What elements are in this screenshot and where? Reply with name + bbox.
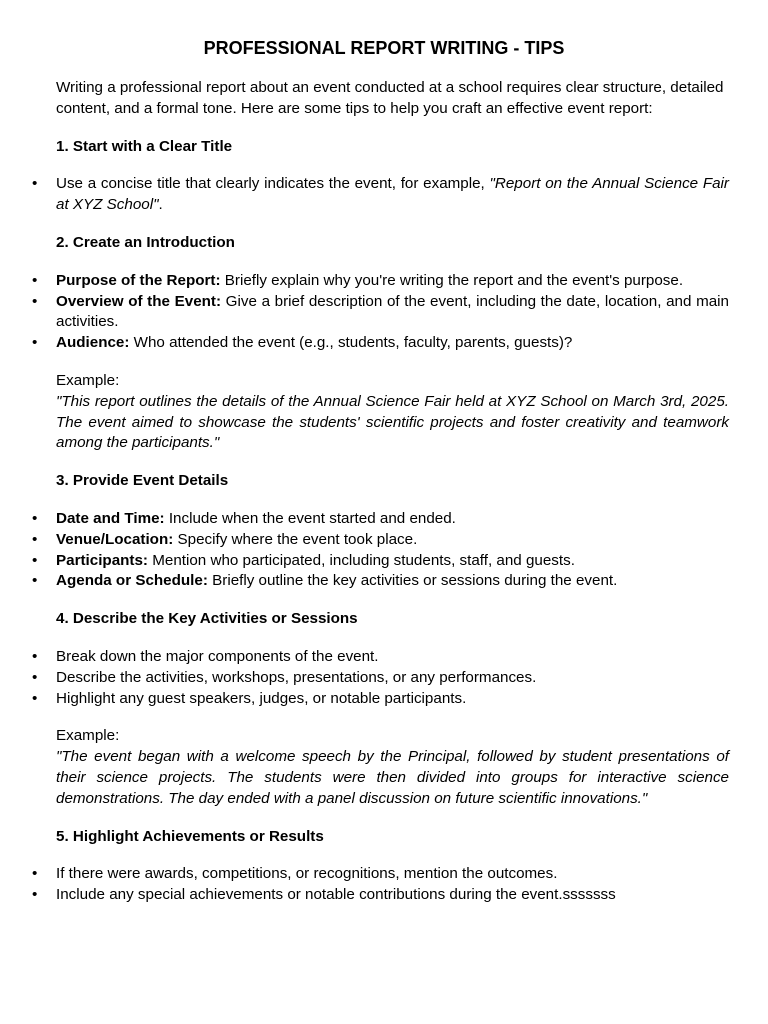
list-item (56, 509, 729, 530)
list-item-text: Describe the activities, workshops, presentations, or any performances. (56, 668, 537, 686)
list-item (56, 292, 729, 334)
list-item-term: Venue/Location: (56, 530, 174, 548)
list-item-term: Audience: (56, 334, 130, 352)
document-title: PROFESSIONAL REPORT WRITING - TIPS (203, 38, 565, 58)
list-item-text: Mention who participated, including students, staff, and guests. (148, 551, 575, 569)
list-item-text: Highlight any guest speakers, judges, or notable participants. (56, 689, 467, 707)
section-heading: 5. Highlight Achievements or Results (56, 827, 324, 845)
list-item (56, 174, 729, 216)
list-item-term: Purpose of the Report: (56, 271, 221, 289)
list-item (56, 530, 729, 551)
list-item-term: Overview of the Event: (56, 292, 222, 310)
section-introduction (56, 233, 729, 454)
example-block (56, 726, 729, 809)
example-label: Example: (56, 727, 120, 745)
section-key-activities (56, 609, 729, 809)
section-achievements (56, 827, 729, 906)
list-item-text: Give a brief description of the event, including the date, location, and main activities. (56, 292, 729, 331)
list-item-text: Briefly outline the key activities or sessions during the event. (207, 572, 618, 590)
example-title-quote: "Report on the Annual Science Fair at XYZ School" (56, 175, 729, 214)
section-heading: 1. Start with a Clear Title (56, 137, 233, 155)
list-item-text: Who attended the event (e.g., students, faculty, parents, guests)? (129, 334, 573, 352)
list-item-text: Include any special achievements or notable contributions during the event.sssssss (56, 886, 616, 904)
list-item-term: Agenda or Schedule: (56, 572, 208, 590)
example-text: "The event began with a welcome speech by the Principal, followed by student presentations of their science projects. The students were then divided into groups for interactive science demonstrations. The day ended with a panel discussion on future scientific innovations." (56, 748, 729, 807)
bullet-list (56, 271, 729, 354)
intro-paragraph: Writing a professional report about an event conducted at a school requires clear structure, detailed content, and a formal tone. Here are some tips to help you craft an effective event report: (56, 79, 724, 117)
section-event-details (56, 471, 729, 592)
section-clear-title (56, 137, 729, 216)
bullet-list (56, 647, 729, 709)
list-item (56, 571, 729, 592)
list-item-text: Briefly explain why you're writing the report and the event's purpose. (220, 271, 684, 289)
bullet-list (56, 174, 729, 216)
list-item (56, 271, 729, 292)
section-heading: 4. Describe the Key Activities or Sessions (56, 610, 358, 628)
example-text: "This report outlines the details of the Annual Science Fair held at XYZ School on March 3rd, 2025. The event aimed to showcase the students' scientific projects and foster creativity and teamwork among the participants." (56, 392, 729, 452)
document-body (56, 78, 729, 923)
list-item (56, 885, 729, 906)
bullet-list (56, 509, 729, 592)
list-item (56, 689, 729, 710)
list-item-text: Specify where the event took place. (173, 530, 418, 548)
list-item-text: Include when the event started and ended. (164, 509, 456, 527)
list-item (56, 864, 729, 885)
example-label: Example: (56, 371, 120, 389)
list-item (56, 647, 729, 668)
list-item-term: Participants: (56, 551, 148, 569)
bullet-list (56, 864, 729, 906)
list-item-suffix: . (158, 196, 163, 214)
list-item (56, 333, 729, 354)
list-item-term: Date and Time: (56, 509, 165, 527)
list-item (56, 551, 729, 572)
list-item-text: Break down the major components of the event. (56, 647, 379, 665)
list-item (56, 668, 729, 689)
example-block (56, 371, 729, 454)
list-item-text: Use a concise title that clearly indicates the event, for example, (56, 175, 490, 193)
list-item-text: If there were awards, competitions, or recognitions, mention the outcomes. (56, 865, 558, 883)
section-heading: 3. Provide Event Details (56, 472, 229, 490)
section-heading: 2. Create an Introduction (56, 233, 235, 251)
